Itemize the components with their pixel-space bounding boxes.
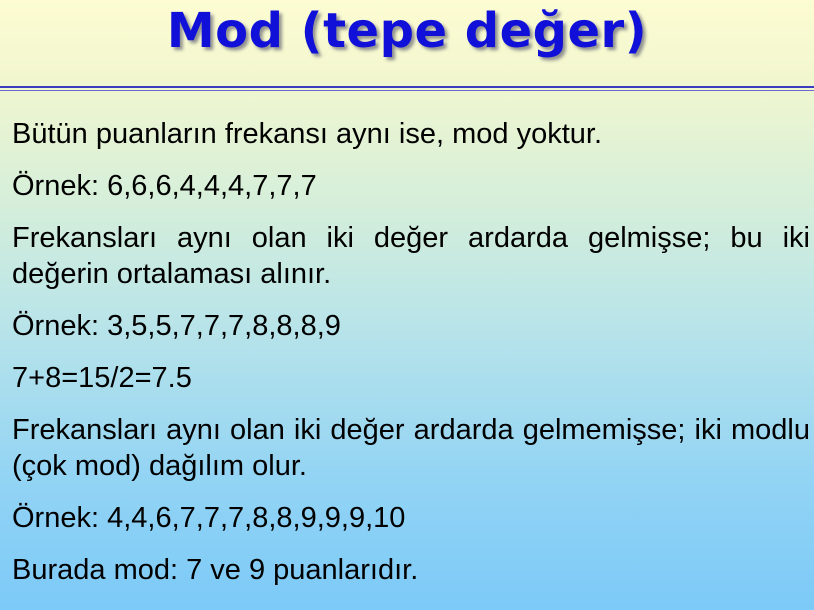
body-line: 7+8=15/2=7.5 bbox=[12, 362, 192, 394]
body-line: Örnek: 4,4,6,7,7,7,8,8,9,9,9,10 bbox=[12, 502, 406, 534]
body-line: Frekansları aynı olan iki değer ardarda gelmişse; bu iki değerin ortalaması alınır. bbox=[12, 222, 810, 290]
slide-body bbox=[12, 116, 810, 604]
body-line: Örnek: 3,5,5,7,7,7,8,8,8,9 bbox=[12, 310, 341, 342]
body-line: Bütün puanların frekansı aynı ise, mod yoktur. bbox=[12, 118, 602, 150]
title-divider bbox=[0, 86, 814, 88]
body-line: Örnek: 6,6,6,4,4,4,7,7,7 bbox=[12, 170, 317, 202]
body-line: Burada mod: 7 ve 9 puanlarıdır. bbox=[12, 554, 419, 586]
slide-title: Mod (tepe değer) bbox=[166, 3, 648, 59]
title-divider-secondary bbox=[0, 90, 814, 91]
body-line: Frekansları aynı olan iki değer ardarda gelmemişse; iki modlu (çok mod) dağılım olur. bbox=[12, 414, 810, 482]
